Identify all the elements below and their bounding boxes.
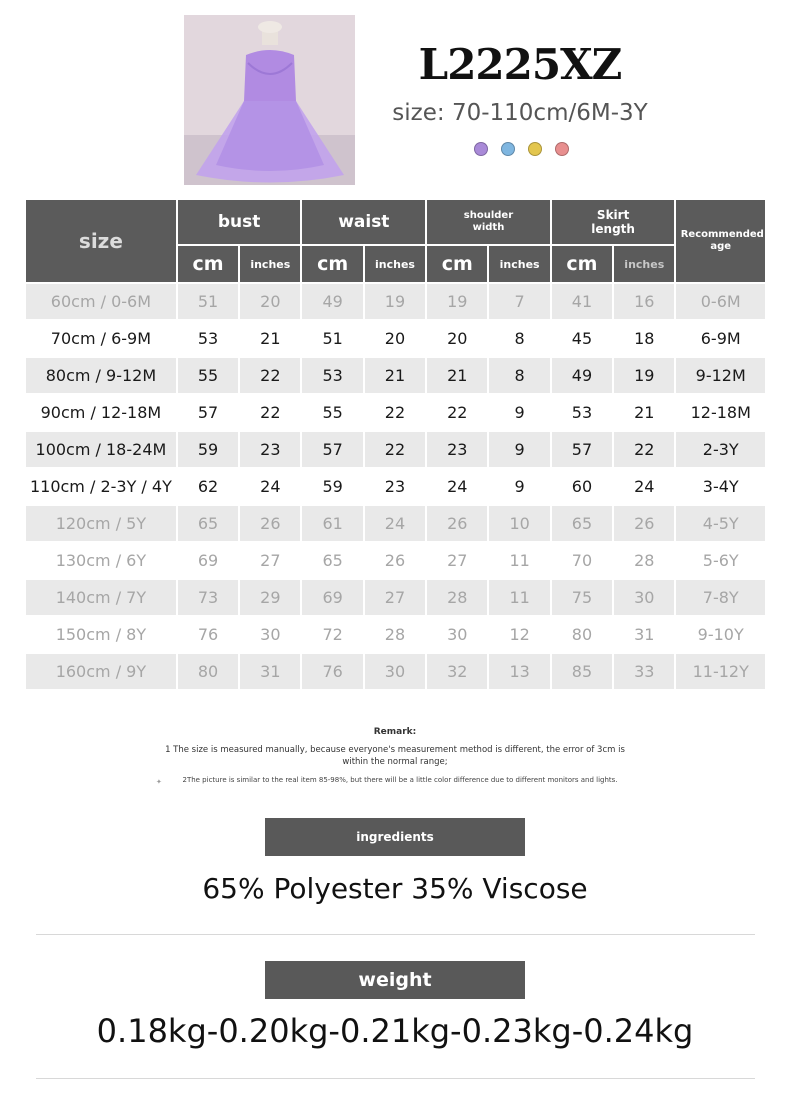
- remark-title: Remark:: [373, 727, 417, 737]
- header-recommended-age: Recommended age: [676, 200, 765, 282]
- weight-value: 0.18kg-0.20kg-0.21kg-0.23kg-0.24kg: [96, 1012, 694, 1050]
- cell-bust-in: 30: [240, 617, 300, 652]
- color-swatch: [474, 142, 488, 156]
- table-row: [26, 284, 765, 319]
- cell-skirt-in: 26: [614, 506, 674, 541]
- table-row: [26, 654, 765, 689]
- header-cm: cm: [552, 246, 612, 282]
- cell-waist-in: 26: [365, 543, 425, 578]
- header-inches: inches: [240, 246, 300, 282]
- cell-skirt-in: 30: [614, 580, 674, 615]
- cell-shoulder-in: 12: [489, 617, 549, 652]
- cell-size: 100cm / 18-24M: [26, 432, 176, 467]
- size-range: size: 70-110cm/6M-3Y: [392, 100, 648, 126]
- cell-skirt-in: 16: [614, 284, 674, 319]
- cell-size: 60cm / 0-6M: [26, 284, 176, 319]
- cell-waist-in: 22: [365, 395, 425, 430]
- cell-waist-in: 21: [365, 358, 425, 393]
- cell-waist-cm: 53: [302, 358, 362, 393]
- cell-waist-in: 23: [365, 469, 425, 504]
- cell-waist-in: 28: [365, 617, 425, 652]
- cell-skirt-in: 22: [614, 432, 674, 467]
- cell-shoulder-cm: 32: [427, 654, 487, 689]
- cell-size: 160cm / 9Y: [26, 654, 176, 689]
- bullet-icon: ✦: [156, 778, 162, 786]
- cell-waist-cm: 55: [302, 395, 362, 430]
- header-size: size: [26, 200, 176, 282]
- cell-age: 9-12M: [676, 358, 765, 393]
- cell-waist-in: 27: [365, 580, 425, 615]
- cell-bust-in: 26: [240, 506, 300, 541]
- cell-shoulder-cm: 20: [427, 321, 487, 356]
- cell-age: 2-3Y: [676, 432, 765, 467]
- cell-skirt-cm: 70: [552, 543, 612, 578]
- cell-age: 12-18M: [676, 395, 765, 430]
- cell-size: 110cm / 2-3Y / 4Y: [26, 469, 176, 504]
- cell-waist-cm: 69: [302, 580, 362, 615]
- cell-shoulder-in: 7: [489, 284, 549, 319]
- cell-shoulder-cm: 24: [427, 469, 487, 504]
- cell-size: 120cm / 5Y: [26, 506, 176, 541]
- model-number: L2225XZ: [418, 40, 622, 89]
- cell-age: 0-6M: [676, 284, 765, 319]
- cell-bust-in: 21: [240, 321, 300, 356]
- weight-label: weight: [265, 961, 525, 999]
- cell-shoulder-in: 10: [489, 506, 549, 541]
- table-row: [26, 506, 765, 541]
- cell-bust-cm: 55: [178, 358, 238, 393]
- cell-size: 90cm / 12-18M: [26, 395, 176, 430]
- cell-waist-in: 19: [365, 284, 425, 319]
- color-swatch: [528, 142, 542, 156]
- remark-line-2: 2The picture is similar to the real item 85-98%, but there will be a little color difference due to different monitors and lights.: [182, 776, 618, 784]
- cell-bust-in: 27: [240, 543, 300, 578]
- table-row: [26, 321, 765, 356]
- cell-size: 70cm / 6-9M: [26, 321, 176, 356]
- cell-skirt-in: 21: [614, 395, 674, 430]
- cell-skirt-in: 24: [614, 469, 674, 504]
- ingredients-label: ingredients: [265, 818, 525, 856]
- table-row: [26, 580, 765, 615]
- cell-skirt-cm: 57: [552, 432, 612, 467]
- header-inches: inches: [614, 246, 674, 282]
- cell-bust-cm: 59: [178, 432, 238, 467]
- cell-skirt-in: 31: [614, 617, 674, 652]
- cell-age: 5-6Y: [676, 543, 765, 578]
- table-row: [26, 358, 765, 393]
- cell-bust-in: 24: [240, 469, 300, 504]
- cell-waist-cm: 57: [302, 432, 362, 467]
- table-row: [26, 395, 765, 430]
- cell-age: 6-9M: [676, 321, 765, 356]
- cell-size: 140cm / 7Y: [26, 580, 176, 615]
- cell-skirt-cm: 45: [552, 321, 612, 356]
- cell-bust-cm: 57: [178, 395, 238, 430]
- cell-waist-in: 30: [365, 654, 425, 689]
- cell-waist-in: 24: [365, 506, 425, 541]
- cell-bust-cm: 53: [178, 321, 238, 356]
- cell-skirt-cm: 53: [552, 395, 612, 430]
- header-shoulder-width: shoulder width: [427, 200, 550, 244]
- cell-shoulder-cm: 27: [427, 543, 487, 578]
- cell-skirt-in: 19: [614, 358, 674, 393]
- cell-bust-in: 22: [240, 358, 300, 393]
- cell-skirt-cm: 65: [552, 506, 612, 541]
- cell-skirt-in: 28: [614, 543, 674, 578]
- cell-bust-cm: 76: [178, 617, 238, 652]
- cell-bust-in: 22: [240, 395, 300, 430]
- header-waist: waist: [302, 200, 425, 244]
- cell-bust-cm: 51: [178, 284, 238, 319]
- cell-bust-cm: 69: [178, 543, 238, 578]
- cell-waist-cm: 65: [302, 543, 362, 578]
- size-chart-table: [24, 198, 767, 691]
- cell-skirt-cm: 80: [552, 617, 612, 652]
- header-skirt-length: Skirt length: [552, 200, 675, 244]
- table-row: [26, 469, 765, 504]
- cell-waist-cm: 59: [302, 469, 362, 504]
- ingredients-value: 65% Polyester 35% Viscose: [202, 872, 588, 905]
- header-inches: inches: [489, 246, 549, 282]
- remark-line-1: 1 The size is measured manually, because everyone's measurement method is different, the error of 3cm is within the normal range;: [165, 745, 625, 767]
- cell-age: 4-5Y: [676, 506, 765, 541]
- cell-skirt-cm: 85: [552, 654, 612, 689]
- cell-skirt-cm: 60: [552, 469, 612, 504]
- cell-size: 80cm / 9-12M: [26, 358, 176, 393]
- cell-bust-cm: 65: [178, 506, 238, 541]
- cell-shoulder-cm: 21: [427, 358, 487, 393]
- color-swatch: [501, 142, 515, 156]
- cell-age: 7-8Y: [676, 580, 765, 615]
- color-swatch: [555, 142, 569, 156]
- cell-bust-in: 29: [240, 580, 300, 615]
- cell-shoulder-cm: 26: [427, 506, 487, 541]
- cell-shoulder-in: 11: [489, 543, 549, 578]
- color-swatches: [474, 142, 569, 156]
- cell-waist-in: 20: [365, 321, 425, 356]
- cell-age: 3-4Y: [676, 469, 765, 504]
- cell-waist-cm: 49: [302, 284, 362, 319]
- cell-skirt-in: 18: [614, 321, 674, 356]
- cell-waist-in: 22: [365, 432, 425, 467]
- cell-size: 150cm / 8Y: [26, 617, 176, 652]
- cell-bust-in: 31: [240, 654, 300, 689]
- cell-waist-cm: 61: [302, 506, 362, 541]
- cell-shoulder-cm: 28: [427, 580, 487, 615]
- dress-photo: [184, 15, 355, 185]
- cell-shoulder-in: 8: [489, 358, 549, 393]
- cell-shoulder-cm: 30: [427, 617, 487, 652]
- cell-shoulder-in: 8: [489, 321, 549, 356]
- cell-shoulder-cm: 19: [427, 284, 487, 319]
- cell-shoulder-in: 9: [489, 395, 549, 430]
- cell-age: 9-10Y: [676, 617, 765, 652]
- cell-bust-in: 23: [240, 432, 300, 467]
- cell-waist-cm: 51: [302, 321, 362, 356]
- header-cm: cm: [302, 246, 362, 282]
- cell-bust-cm: 62: [178, 469, 238, 504]
- table-row: [26, 543, 765, 578]
- cell-bust-cm: 73: [178, 580, 238, 615]
- cell-skirt-cm: 41: [552, 284, 612, 319]
- cell-waist-cm: 76: [302, 654, 362, 689]
- cell-bust-cm: 80: [178, 654, 238, 689]
- cell-shoulder-in: 11: [489, 580, 549, 615]
- cell-shoulder-in: 9: [489, 469, 549, 504]
- cell-age: 11-12Y: [676, 654, 765, 689]
- cell-skirt-in: 33: [614, 654, 674, 689]
- divider: [36, 934, 755, 935]
- header-cm: cm: [427, 246, 487, 282]
- header-bust: bust: [178, 200, 301, 244]
- cell-bust-in: 20: [240, 284, 300, 319]
- cell-shoulder-cm: 23: [427, 432, 487, 467]
- header-cm: cm: [178, 246, 238, 282]
- cell-skirt-cm: 75: [552, 580, 612, 615]
- table-row: [26, 617, 765, 652]
- cell-shoulder-cm: 22: [427, 395, 487, 430]
- header-inches: inches: [365, 246, 425, 282]
- divider: [36, 1078, 755, 1079]
- table-row: [26, 432, 765, 467]
- cell-size: 130cm / 6Y: [26, 543, 176, 578]
- cell-skirt-cm: 49: [552, 358, 612, 393]
- cell-waist-cm: 72: [302, 617, 362, 652]
- cell-shoulder-in: 9: [489, 432, 549, 467]
- cell-shoulder-in: 13: [489, 654, 549, 689]
